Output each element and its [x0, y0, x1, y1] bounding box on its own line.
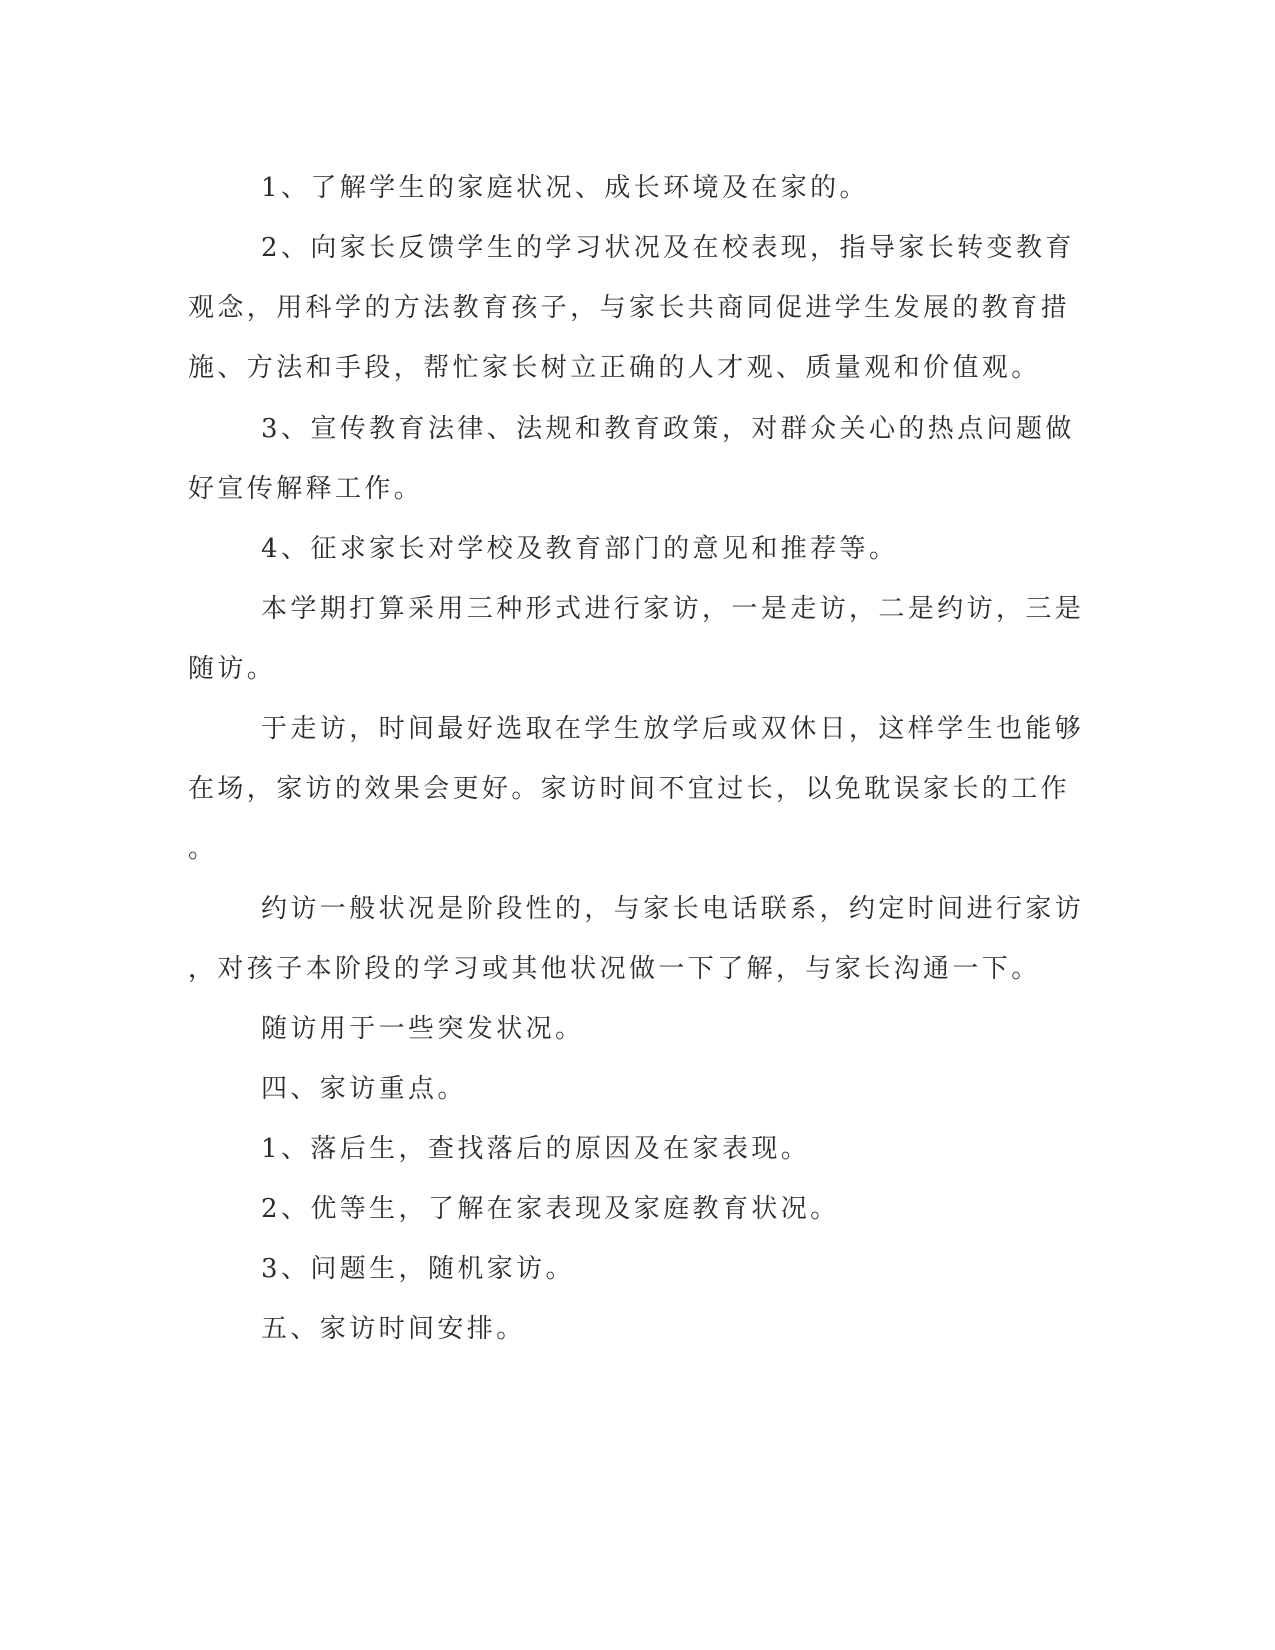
text-line-item-3-start: 3、宣传教育法律、法规和教育政策，对群众关心的热点问题做 — [261, 414, 1075, 444]
text-line-random-visit: 随访用于一些突发状况。 — [261, 1014, 585, 1044]
text-line-item-2-cont-1: 观念，用科学的方法教育孩子，与家长共商同促进学生发展的教育措 — [188, 293, 1071, 323]
text-line-forms-intro-cont: 随访。 — [188, 654, 277, 684]
text-line-forms-intro: 本学期打算采用三种形式进行家访，一是走访，二是约访，三是 — [261, 594, 1085, 624]
text-line-item-4: 4、征求家长对学校及教育部门的意见和推荐等。 — [261, 534, 899, 564]
text-line-item-2-start: 2、向家长反馈学生的学习状况及在校表现，指导家长转变教育 — [261, 233, 1075, 263]
text-line-appointment-visit: 约访一般状况是阶段性的，与家长电话联系，约定时间进行家访 — [261, 894, 1085, 924]
section-heading-focus: 四、家访重点。 — [261, 1074, 467, 1104]
text-line-walk-visit-cont-1: 在场，家访的效果会更好。家访时间不宜过长，以免耽误家长的工作 — [188, 774, 1071, 804]
text-line-walk-visit-cont-2: 。 — [188, 834, 218, 864]
text-line-item-2-cont-2: 施、方法和手段，帮忙家长树立正确的人才观、质量观和价值观。 — [188, 353, 1041, 383]
section-heading-schedule: 五、家访时间安排。 — [261, 1314, 526, 1344]
text-line-focus-3: 3、问题生，随机家访。 — [261, 1254, 575, 1284]
text-line-item-1: 1、了解学生的家庭状况、成长环境及在家的。 — [261, 173, 869, 203]
text-line-item-3-cont: 好宣传解释工作。 — [188, 474, 424, 504]
text-line-focus-1: 1、落后生，查找落后的原因及在家表现。 — [261, 1134, 811, 1164]
text-line-walk-visit: 于走访，时间最好选取在学生放学后或双休日，这样学生也能够 — [261, 714, 1085, 744]
text-line-appointment-visit-cont: ，对孩子本阶段的学习或其他状况做一下了解，与家长沟通一下。 — [188, 954, 1041, 984]
text-line-focus-2: 2、优等生，了解在家表现及家庭教育状况。 — [261, 1194, 840, 1224]
